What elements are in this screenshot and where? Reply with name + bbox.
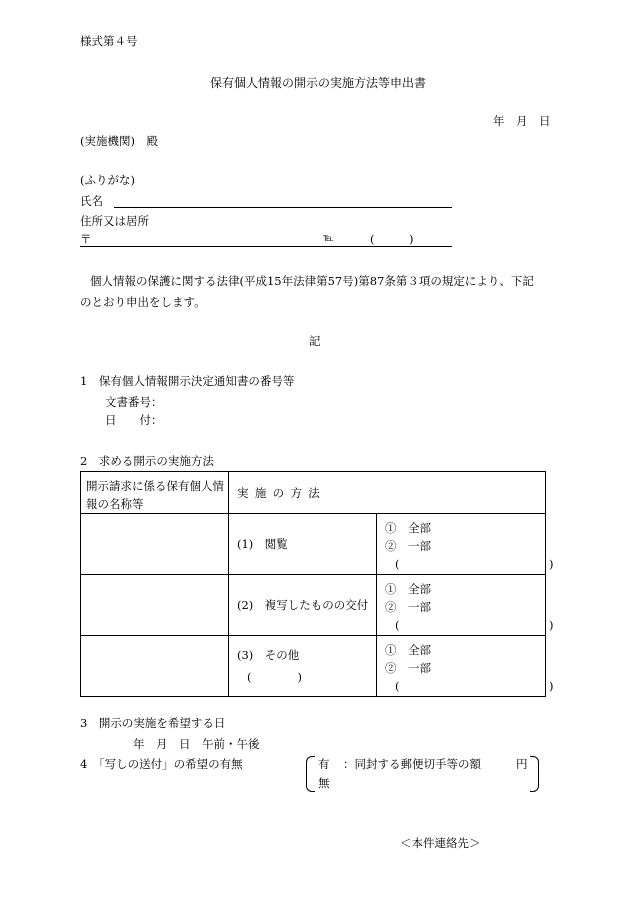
stamp-amount-label: ：同封する郵便切手等の額 [343, 757, 481, 771]
table-row [81, 575, 546, 636]
section4-heading: 4 「写しの送付」の希望の有無 [80, 757, 243, 771]
name-label: 氏名 [80, 194, 103, 208]
furigana-label: (ふりがな) [80, 173, 135, 187]
option-all[interactable]: ① 全部 [385, 521, 431, 535]
postal-mark: 〒 [80, 232, 92, 246]
info-name-cell[interactable] [81, 514, 229, 575]
tel-paren: ( ) [370, 232, 414, 246]
option-partial-detail[interactable]: ( ) [395, 557, 554, 571]
option-partial[interactable]: ② 一部 [385, 539, 431, 553]
option-yes[interactable]: 有 [318, 757, 330, 771]
option-cell [377, 636, 554, 697]
section2-heading: 2 求める開示の実施方法 [80, 454, 214, 468]
name-field[interactable] [114, 207, 452, 208]
ki-heading: 記 [309, 334, 321, 348]
info-name-cell[interactable] [81, 575, 229, 636]
body-text-line1: 個人情報の保護に関する法律(平成15年法律第57号)第87条第３項の規定により、下記 [90, 274, 534, 288]
section3-heading: 3 開示の実施を希望する日 [80, 716, 226, 730]
address-field[interactable] [80, 246, 452, 247]
contact-heading: ＜本件連絡先＞ [400, 836, 481, 850]
other-method-paren[interactable]: ( ) [247, 670, 302, 684]
col-info-name-header: 開示請求に係る保有個人情報の名称等 [81, 472, 229, 514]
left-bracket [306, 756, 315, 792]
doc-number-label: 文書番号： [105, 395, 163, 409]
option-all[interactable]: ① 全部 [385, 643, 431, 657]
tel-icon: ℡ [323, 233, 334, 244]
table-row [81, 636, 546, 697]
option-cell [377, 575, 554, 636]
option-all[interactable]: ① 全部 [385, 582, 431, 596]
info-name-cell[interactable] [81, 636, 229, 697]
method-cell: (1) 閲覧 [229, 514, 377, 575]
option-cell [377, 514, 554, 575]
table-header-row [81, 472, 546, 514]
method-cell: (3) その他 ( ) [229, 636, 377, 697]
section1-heading: 1 保有個人情報開示決定通知書の番号等 [80, 374, 295, 388]
option-no[interactable]: 無 [318, 776, 330, 790]
option-partial[interactable]: ② 一部 [385, 600, 431, 614]
date-line: 年 月 日 [493, 114, 551, 128]
page-title: 保有個人情報の開示の実施方法等申出書 [210, 76, 427, 90]
form-number: 様式第４号 [80, 34, 138, 48]
table-row [81, 514, 546, 575]
address-label: 住所又は居所 [80, 214, 149, 228]
addressee: (実施機関) 殿 [80, 134, 158, 148]
desired-date-line[interactable]: 年 月 日 午前・午後 [133, 737, 260, 751]
col-method-header: 実施の方法 [229, 472, 546, 514]
method-cell: (2) 複写したものの交付 [229, 575, 377, 636]
option-partial[interactable]: ② 一部 [385, 661, 431, 675]
right-bracket [530, 756, 539, 792]
doc-date-label: 日 付： [105, 413, 163, 427]
option-partial-detail[interactable]: ( ) [395, 618, 554, 632]
option-partial-detail[interactable]: ( ) [395, 679, 554, 693]
methods-table [80, 471, 554, 697]
yen-label: 円 [516, 757, 528, 771]
body-text-line2: のとおり申出をします。 [80, 295, 206, 309]
